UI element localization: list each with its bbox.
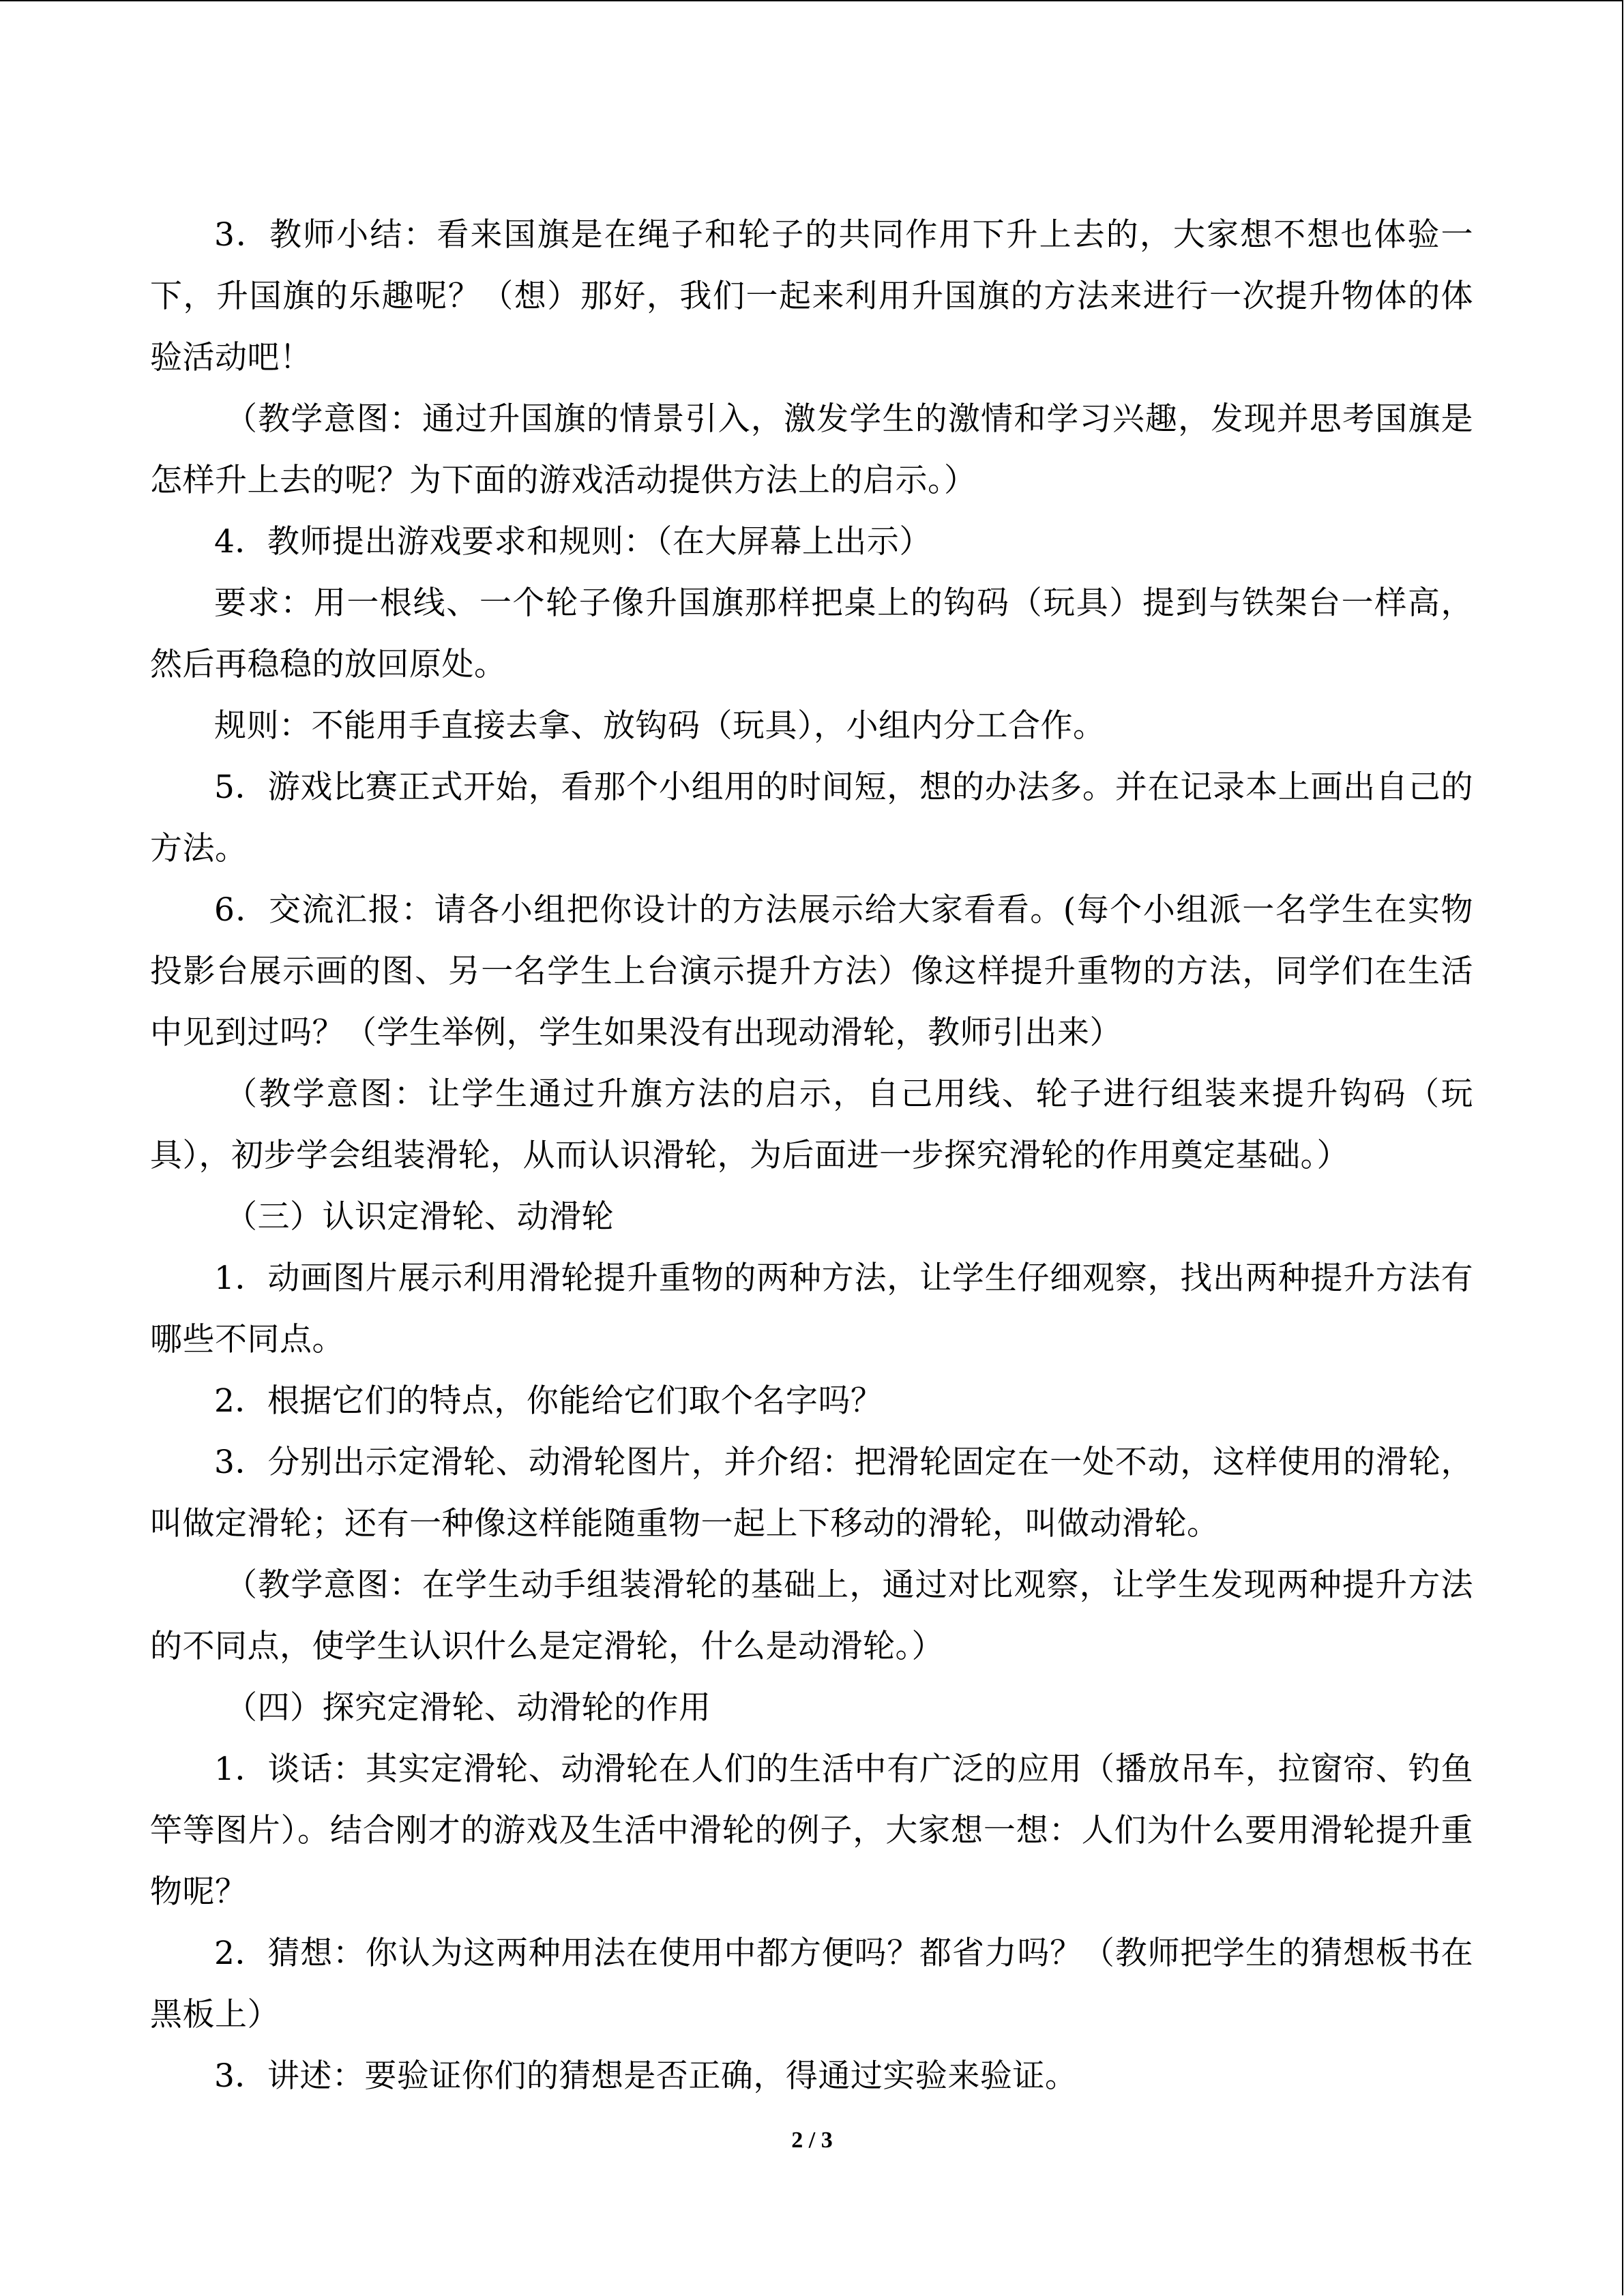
paragraph-naming: 2．根据它们的特点，你能给它们取个名字吗？	[214, 1382, 883, 1420]
section-heading-4: （四）探究定滑轮、动滑轮的作用	[225, 1689, 711, 1727]
paragraph-explain: 3．讲述：要验证你们的猜想是否正确，得通过实验来验证。	[214, 2057, 1078, 2095]
page-number: 2 / 3	[791, 2128, 833, 2153]
paragraph-teaching-intent-1: （教学意图：通过升国旗的情景引入，激发学生的激情和学习兴趣，发现并思考国旗是怎样升上去的呢？为下面的游戏活动提供方法上的启示。）	[150, 400, 1473, 499]
paragraph-teaching-intent-2: （教学意图：让学生通过升旗方法的启示，自己用线、轮子进行组装来提升钩码（玩具），初步学会组装滑轮，从而认识滑轮，为后面进一步探究滑轮的作用奠定基础。）	[150, 1075, 1473, 1174]
paragraph-report: 6．交流汇报：请各小组把你设计的方法展示给大家看看。(每个小组派一名学生在实物投影台展示画的图、另一名学生上台演示提升方法）像这样提升重物的方法，同学们在生活中见到过吗？（学生举例，学生如果没有出现动滑轮，教师引出来）	[150, 891, 1473, 1052]
paragraph-requirement: 要求：用一根线、一个轮子像升国旗那样把桌上的钩码（玩具）提到与铁架台一样高，然后再稳稳的放回原处。	[150, 584, 1473, 683]
section-heading-3: （三）认识定滑轮、动滑轮	[225, 1198, 614, 1236]
paragraph-animation-demo: 1．动画图片展示利用滑轮提升重物的两种方法，让学生仔细观察，找出两种提升方法有哪些不同点。	[150, 1259, 1473, 1358]
paragraph-guess: 2．猜想：你认为这两种用法在使用中都方便吗？都省力吗？（教师把学生的猜想板书在黑板上）	[150, 1935, 1473, 2033]
paragraph-game-requirements-title: 4．教师提出游戏要求和规则：（在大屏幕上出示）	[214, 523, 932, 561]
paragraph-rule: 规则：不能用手直接去拿、放钩码（玩具），小组内分工合作。	[214, 707, 1106, 745]
paragraph-teaching-intent-3: （教学意图：在学生动手组装滑轮的基础上，通过对比观察，让学生发现两种提升方法的不同点，使学生认识什么是定滑轮，什么是动滑轮。）	[150, 1566, 1473, 1665]
paragraph-game-start: 5．游戏比赛正式开始，看那个小组用的时间短，想的办法多。并在记录本上画出自己的方法。	[150, 769, 1473, 867]
document-body	[150, 205, 1473, 2107]
paragraph-introduce-pulleys: 3．分别出示定滑轮、动滑轮图片，并介绍：把滑轮固定在一处不动，这样使用的滑轮，叫做定滑轮；还有一种像这样能随重物一起上下移动的滑轮，叫做动滑轮。	[150, 1444, 1473, 1542]
paragraph-discussion: 1．谈话：其实定滑轮、动滑轮在人们的生活中有广泛的应用（播放吊车，拉窗帘、钓鱼竿等图片）。结合刚才的游戏及生活中滑轮的例子，大家想一想：人们为什么要用滑轮提升重物呢？	[150, 1750, 1473, 1911]
paragraph-teacher-summary: 3．教师小结：看来国旗是在绳子和轮子的共同作用下升上去的，大家想不想也体验一下，升国旗的乐趣呢？（想）那好，我们一起来利用升国旗的方法来进行一次提升物体的体验活动吧！	[150, 216, 1473, 376]
